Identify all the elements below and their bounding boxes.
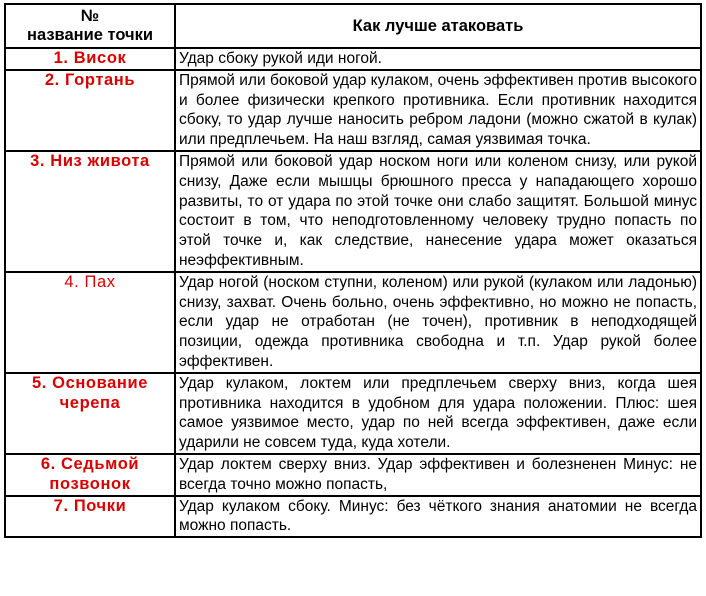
table-row bbox=[5, 272, 701, 373]
header-attack-method: Как лучше атаковать bbox=[175, 4, 701, 48]
table-row bbox=[5, 70, 701, 151]
attack-description: Удар кулаком сбоку. Минус: без чёткого знания анатомии не всегда можно попасть. bbox=[175, 496, 701, 538]
table-row bbox=[5, 48, 701, 70]
point-name: 7. Почки bbox=[5, 496, 175, 538]
attack-description: Прямой или боковой удар кулаком, очень эффективен против высокого и более физически крепкого противника. Если противник находится сбоку, то удар лучше наносить ребром ладони (можно сжатой в кулак) или предплечьем. На наш взгляд, самая уязвимая точка. bbox=[175, 70, 701, 151]
point-name: 6. Седьмой позвонок bbox=[5, 454, 175, 496]
point-name: 2. Гортань bbox=[5, 70, 175, 151]
table-row bbox=[5, 373, 701, 454]
header-name-label: название точки bbox=[26, 26, 154, 44]
point-name: 3. Низ живота bbox=[5, 151, 175, 272]
attack-description: Удар ногой (носком ступни, коленом) или рукой (кулаком или ладонью) снизу, захват. Очень больно, очень эффективно, но можно не попасть, если удар не отработан (не точен), противник в неподходящей позиции, одежда противника свободна и т.п. Удар рукой более эффективен. bbox=[175, 272, 701, 373]
table-row bbox=[5, 496, 701, 538]
attack-description: Удар локтем сверху вниз. Удар эффективен и болезненен Минус: не всегда точно можно попасть, bbox=[175, 454, 701, 496]
table-header-row bbox=[5, 4, 701, 48]
attack-description: Удар сбоку рукой иди ногой. bbox=[175, 48, 701, 70]
attack-description: Удар кулаком, локтем или предплечьем сверху вниз, когда шея противника находится в удобном для удара положении. Плюс: шея самое уязвимое место, удар по ней всегда эффективен, даже если ударили не совсем туда, куда хотели. bbox=[175, 373, 701, 454]
point-name: 4. Пах bbox=[5, 272, 175, 373]
point-name: 1. Висок bbox=[5, 48, 175, 70]
header-point-name bbox=[5, 4, 175, 48]
table-row bbox=[5, 151, 701, 272]
table-row bbox=[5, 454, 701, 496]
header-number-label: № bbox=[80, 7, 100, 25]
attack-description: Прямой или боковой удар носком ноги или коленом снизу, или рукой снизу, Даже если мышцы брюшного пресса у нападающего хорошо развиты, то от удара по этой точке они слабо защитят. Большой минус состоит в том, что неподготовленному человеку трудно попасть по этой точке и, как следствие, нанесение удара может оказаться неэффективным. bbox=[175, 151, 701, 272]
attack-points-table bbox=[4, 3, 702, 538]
point-name: 5. Основание черепа bbox=[5, 373, 175, 454]
